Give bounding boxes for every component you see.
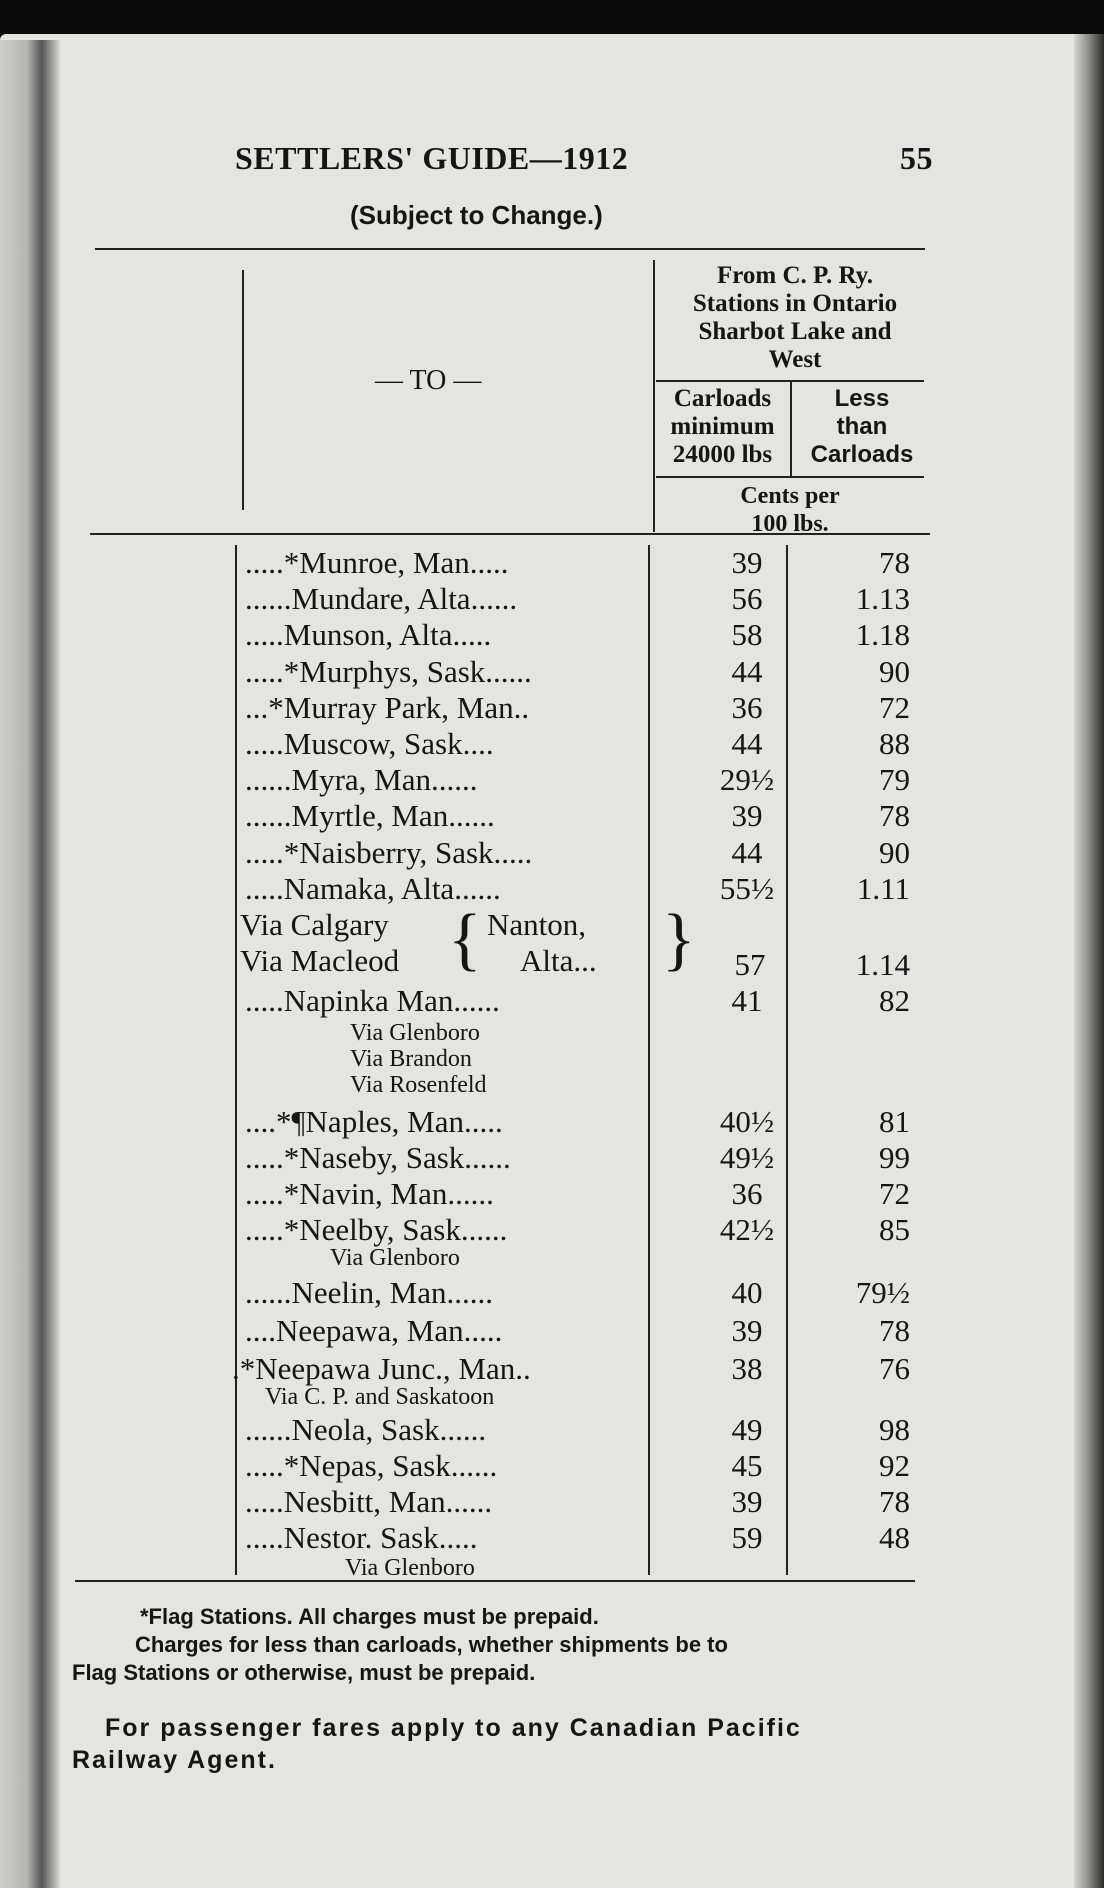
- footer-passenger-note: For passenger fares apply to any Canadian Pacific: [105, 1714, 802, 1742]
- carloads-rate: 29½: [719, 762, 775, 798]
- table-bottom-rule: [75, 1580, 915, 1582]
- carloads-rate: 39: [731, 1484, 763, 1519]
- carloads-rate: 58: [731, 617, 763, 653]
- station-name: .....*Naseby, Sask......: [245, 1140, 511, 1175]
- less-than-carloads-rate: 76: [879, 1351, 910, 1386]
- station-name: .....Muscow, Sask....: [245, 726, 494, 761]
- carloads-rate: 39: [731, 798, 763, 834]
- station-name: .....*Murphys, Sask......: [245, 653, 532, 689]
- carloads-rate: 42½: [719, 1212, 775, 1247]
- page-edge: [1074, 34, 1104, 1888]
- carloads-rate: 36: [731, 689, 763, 725]
- carloads-rate: 40: [731, 1275, 763, 1310]
- station-name: ......Mundare, Alta......: [245, 581, 518, 617]
- station-name: ......Neola, Sask......: [245, 1412, 487, 1447]
- station-name: ....Neepawa, Man.....: [245, 1313, 503, 1348]
- book-spine: [0, 40, 60, 1888]
- right-brace: }: [662, 901, 696, 978]
- station-name: .....*Munroe, Man.....: [245, 545, 509, 580]
- napinka-via-3: Via Rosenfeld: [350, 1072, 487, 1098]
- station-name: ......Myra, Man......: [245, 762, 478, 798]
- body-left-rule: [235, 545, 237, 1575]
- station-name: ...*Murray Park, Man..: [245, 689, 530, 725]
- carloads-header: Carloads minimum 24000 lbs: [670, 385, 775, 468]
- footer-charges-note-cont: Flag Stations or otherwise, must be prepaid.: [72, 1660, 536, 1685]
- less-than-carloads-rate: 98: [879, 1412, 910, 1447]
- neelby-via: Via Glenboro: [330, 1245, 460, 1271]
- station-name: .....*Nepas, Sask......: [245, 1448, 498, 1483]
- carloads-rate: 49: [731, 1412, 763, 1447]
- page-subtitle: (Subject to Change.): [350, 200, 603, 230]
- less-than-carloads-header: Less than Carloads: [810, 385, 914, 468]
- less-than-carloads-rate: 48: [879, 1520, 910, 1555]
- station-name: .....Namaka, Alta......: [245, 870, 501, 906]
- station-name: .....*Naisberry, Sask.....: [245, 834, 533, 870]
- station-name: .....Nesbitt, Man......: [245, 1484, 493, 1519]
- header-left-rule: [242, 270, 244, 510]
- carloads-rate: 55½: [719, 870, 775, 906]
- station-name: ......Myrtle, Man......: [245, 798, 495, 834]
- group-header: From C. P. Ry. Stations in Ontario Sharbot Lake and West: [692, 262, 898, 373]
- less-than-carloads-rate: 1.11: [856, 870, 910, 906]
- napinka-less: 82: [879, 983, 910, 1018]
- footer-charges-note: Charges for less than carloads, whether shipments be to: [135, 1632, 728, 1657]
- napinka-carloads: 41: [731, 983, 763, 1018]
- less-than-carloads-rate: 90: [879, 653, 910, 689]
- less-than-carloads-rate: 85: [879, 1212, 910, 1247]
- less-than-carloads-rate: 99: [879, 1140, 910, 1175]
- less-than-carloads-rate: 81: [879, 1104, 910, 1139]
- carloads-rate: 45: [731, 1448, 763, 1483]
- station-name: .....*Neelby, Sask......: [245, 1212, 508, 1247]
- less-than-carloads-rate: 72: [879, 1176, 910, 1211]
- less-than-carloads-rate: 90: [879, 834, 910, 870]
- nanton-carloads: 57: [734, 947, 766, 982]
- nestor-via: Via Glenboro: [345, 1555, 475, 1581]
- less-than-carloads-rate: 1.18: [855, 617, 910, 653]
- less-than-carloads-rate: 79½: [855, 1275, 910, 1310]
- nanton-province: Alta...: [520, 943, 597, 978]
- less-than-carloads-rate: 72: [879, 689, 910, 725]
- less-than-carloads-rate: 88: [879, 726, 910, 761]
- less-than-carloads-rate: 79: [879, 762, 910, 798]
- nanton-via-calgary: Via Calgary: [240, 907, 389, 942]
- carloads-rate: 56: [731, 581, 763, 617]
- carloads-rate: 39: [731, 545, 763, 580]
- station-name: ....*¶Naples, Man.....: [245, 1104, 503, 1139]
- carloads-rate: 44: [731, 653, 763, 689]
- subheader-rule: [656, 476, 924, 478]
- left-brace: {: [448, 901, 482, 978]
- page-number: 55: [900, 140, 933, 176]
- carloads-rate: 44: [731, 834, 763, 870]
- napinka-via-1: Via Glenboro: [350, 1020, 480, 1046]
- carloads-rate: 39: [731, 1313, 763, 1348]
- less-than-carloads-rate: 78: [879, 545, 910, 580]
- nanton-name: Nanton,: [487, 907, 587, 942]
- less-than-carloads-rate: 78: [879, 1313, 910, 1348]
- body-divider: [648, 545, 650, 1575]
- less-than-carloads-rate: 78: [879, 1484, 910, 1519]
- page-title: SETTLERS' GUIDE—1912: [235, 140, 629, 176]
- napinka-via-2: Via Brandon: [350, 1046, 472, 1072]
- carloads-rate: 59: [731, 1520, 763, 1555]
- station-name: .*Neepawa Junc., Man..: [232, 1351, 531, 1386]
- station-name: ......Neelin, Man......: [245, 1275, 493, 1310]
- station-name: .....*Navin, Man......: [245, 1176, 494, 1211]
- station-name: .....Nestor. Sask.....: [245, 1520, 478, 1555]
- less-than-carloads-rate: 92: [879, 1448, 910, 1483]
- footer-flag-note: *Flag Stations. All charges must be prepaid.: [140, 1604, 599, 1629]
- to-label: — TO —: [375, 365, 482, 396]
- less-than-carloads-rate: 78: [879, 798, 910, 834]
- carloads-rate: 38: [731, 1351, 763, 1386]
- carloads-rate: 36: [731, 1176, 763, 1211]
- footer-passenger-note-cont: Railway Agent.: [72, 1746, 277, 1774]
- table-top-rule: [95, 248, 925, 250]
- carloads-rate: 44: [731, 726, 763, 761]
- carloads-rate: 49½: [719, 1140, 775, 1175]
- napinka-station: .....Napinka Man......: [245, 983, 500, 1018]
- station-name: .....Munson, Alta.....: [245, 617, 492, 653]
- carloads-rate: 40½: [719, 1104, 775, 1139]
- neepawa-junc-via: Via C. P. and Saskatoon: [265, 1384, 495, 1410]
- unit-header: Cents per 100 lbs.: [740, 483, 840, 537]
- nanton-via-macleod: Via Macleod: [240, 943, 400, 978]
- less-than-carloads-rate: 1.13: [855, 581, 910, 617]
- nanton-less: 1.14: [855, 947, 910, 982]
